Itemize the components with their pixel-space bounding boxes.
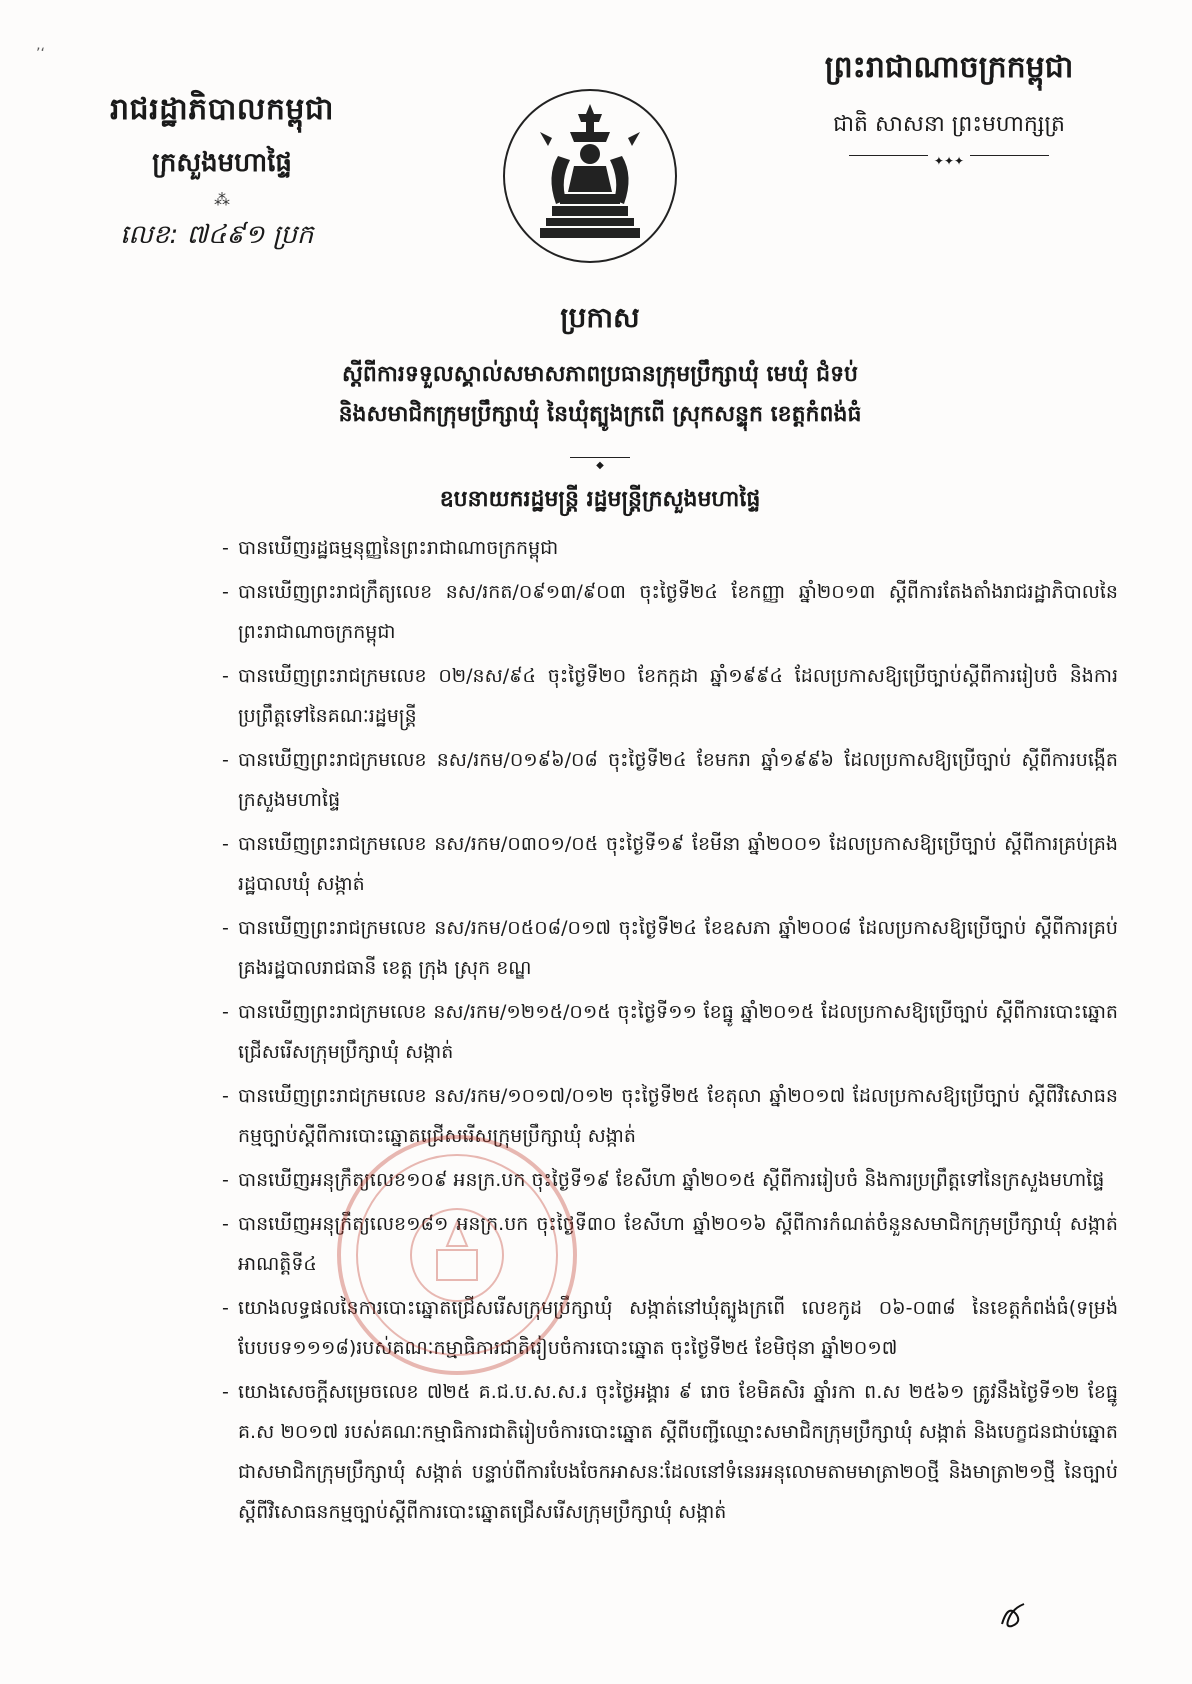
national-motto: ជាតិ សាសនា ព្រះមហាក្សត្រ <box>833 112 1065 137</box>
title-block <box>120 300 1080 517</box>
clause-list <box>238 528 1118 1536</box>
motto-divider <box>849 150 1049 168</box>
signature-mark <box>994 1594 1034 1634</box>
clause-item: - បានឃើញព្រះរាជក្រមលេខ នស/រកម/១០១៧/០១២ ចុះថ្ងៃទី២៥ ខែតុលា ឆ្នាំ២០១៧ ដែលប្រកាសឱ្យប្រើច្បាប់ ស្តីពីវិសោធនកម្មច្បាប់ស្តីពីការបោះឆ្នោតជ្រើសរើសក្រុមប្រឹក្សាឃុំ សង្កាត់ <box>238 1076 1118 1156</box>
royal-emblem-icon <box>500 86 680 266</box>
header-right <box>784 48 1114 168</box>
clause-item: - យោងសេចក្តីសម្រេចលេខ ៧២៥ គ.ជ.ប.ស.ស.រ ចុះថ្ងៃអង្គារ ៩ រោច ខែមិគសិរ ឆ្នាំរកា ព.ស ២៥៦១ ត្រូវនឹងថ្ងៃទី១២ ខែធ្នូ គ.ស ២០១៧ របស់គណៈកម្មាធិការជាតិរៀបចំការបោះឆ្នោត ស្តីពីបញ្ជីឈ្មោះសមាជិកក្រុមប្រឹក្សាឃុំ សង្កាត់ និងបេក្ខជនជាប់ឆ្នោតជាសមាជិកក្រុមប្រឹក្សាឃុំ សង្កាត់ បន្ទាប់ពីការបែងចែកអាសនៈដែលនៅទំនេរអនុលោមតាមមាត្រា២០ថ្មី និងមាត្រា២១ថ្មី នៃច្បាប់ ស្តីពីវិសោធនកម្មច្បាប់ស្តីពីការបោះឆ្នោតជ្រើសរើសក្រុមប្រឹក្សាឃុំ សង្កាត់ <box>238 1372 1118 1532</box>
divider-ornament: ✦✦✦ <box>928 154 970 168</box>
clause-item: - បានឃើញអនុក្រឹត្យលេខ១០៩ អនក្រ.បក ចុះថ្ងៃទី១៩ ខែសីហា ឆ្នាំ២០១៥ ស្តីពីការរៀបចំ និងការប្រព្រឹត្តទៅនៃក្រសួងមហាផ្ទៃ <box>238 1160 1118 1200</box>
official-seal-icon <box>332 1130 582 1380</box>
kingdom-name: ព្រះរាជាណាចក្រកម្ពុជា <box>824 50 1074 85</box>
minister-title: ឧបនាយករដ្ឋមន្ត្រី រដ្ឋមន្ត្រីក្រសួងមហាផ្ទៃ <box>439 487 761 512</box>
clause-item: - បានឃើញព្រះរាជក្រមលេខ នស/រកម/០៣០១/០៥ ចុះថ្ងៃទី១៩ ខែមីនា ឆ្នាំ២០០១ ដែលប្រកាសឱ្យប្រើច្បាប់ ស្តីពីការគ្រប់គ្រងរដ្ឋបាលឃុំ សង្កាត់ <box>238 824 1118 904</box>
clause-item: - បានឃើញព្រះរាជក្រមលេខ នស/រកម/០១៩៦/០៨ ចុះថ្ងៃទី២៤ ខែមករា ឆ្នាំ១៩៩៦ ដែលប្រកាសឱ្យប្រើច្បាប់ ស្តីពីការបង្កើតក្រសួងមហាផ្ទៃ <box>238 740 1118 820</box>
clause-item: - បានឃើញព្រះរាជក្រមលេខ នស/រកម/១២១៥/០១៥ ចុះថ្ងៃទី១១ ខែធ្នូ ឆ្នាំ២០១៥ ដែលប្រកាសឱ្យប្រើច្បាប់ ស្តីពីការបោះឆ្នោតជ្រើសរើសក្រុមប្រឹក្សាឃុំ សង្កាត់ <box>238 992 1118 1072</box>
subtitle-line-1: ស្តីពីការទទួលស្គាល់សមាសភាពប្រធានក្រុមប្រឹក្សាឃុំ មេឃុំ ជំទប់ <box>341 362 858 387</box>
separator-ornament: ◆ <box>593 460 607 471</box>
clause-item: - បានឃើញព្រះរាជក្រមលេខ ០២/នស/៩៤ ចុះថ្ងៃទី២០ ខែកក្កដា ឆ្នាំ១៩៩៤ ដែលប្រកាសឱ្យប្រើច្បាប់ស្តីពីការរៀបចំ និងការប្រព្រឹត្តទៅនៃគណៈរដ្ឋមន្ត្រី <box>238 656 1118 736</box>
ministry-name: ក្រសួងមហាផ្ទៃ <box>152 148 292 178</box>
government-name: រាជរដ្ឋាភិបាលកម្ពុជា <box>110 92 334 127</box>
clause-item: - បានឃើញរដ្ឋធម្មនុញ្ញនៃព្រះរាជាណាចក្រកម្ពុជា <box>238 528 1118 568</box>
document-type: ប្រកាស <box>560 301 640 334</box>
header-ornament: ⁂ <box>214 190 230 209</box>
clause-item: - បានឃើញព្រះរាជក្រឹត្យលេខ នស/រកត/០៩១៣/៩០៣ ចុះថ្ងៃទី២៤ ខែកញ្ញា ឆ្នាំ២០១៣ ស្តីពីការតែងតាំងរាជរដ្ឋាភិបាលនៃព្រះរាជាណាចក្រកម្ពុជា <box>238 572 1118 652</box>
subtitle-line-2: និងសមាជិកក្រុមប្រឹក្សាឃុំ នៃឃុំត្បូងក្រពើ ស្រុកសន្ទុក ខេត្តកំពង់ធំ <box>338 402 862 427</box>
clause-item: - យោងលទ្ធផលនៃការបោះឆ្នោតជ្រើសរើសក្រុមប្រឹក្សាឃុំ សង្កាត់នៅឃុំត្បូងក្រពើ លេខកូដ ០៦-០៣៨ នៃខេត្តកំពង់ធំ(ទម្រង់បែបបទ១១១៨)របស់គណៈកម្មាធិការជាតិរៀបចំការបោះឆ្នោត ចុះថ្ងៃទី២៥ ខែមិថុនា ឆ្នាំ២០១៧ <box>238 1288 1118 1368</box>
header-left <box>92 90 352 209</box>
clause-item: - បានឃើញព្រះរាជក្រមលេខ នស/រកម/០៥០៨/០១៧ ចុះថ្ងៃទី២៤ ខែឧសភា ឆ្នាំ២០០៨ ដែលប្រកាសឱ្យប្រើច្បាប់ ស្តីពីការគ្រប់គ្រងរដ្ឋបាលរាជធានី ខេត្ត ក្រុង ស្រុក ខណ្ឌ <box>238 908 1118 988</box>
reference-number: លេខ: ៧៤៩១ ប្រក <box>120 220 314 250</box>
document-subtitle <box>120 355 1080 435</box>
clause-item: - បានឃើញអនុក្រឹត្យលេខ១៨១ អនក្រ.បក ចុះថ្ងៃទី៣០ ខែសីហា ឆ្នាំ២០១៦ ស្តីពីការកំណត់ចំនួនសមាជិកក្រុមប្រឹក្សាឃុំ សង្កាត់អាណត្តិទី៤ <box>238 1204 1118 1284</box>
scan-artifact: ’‘ <box>36 46 45 62</box>
title-separator <box>570 453 630 471</box>
